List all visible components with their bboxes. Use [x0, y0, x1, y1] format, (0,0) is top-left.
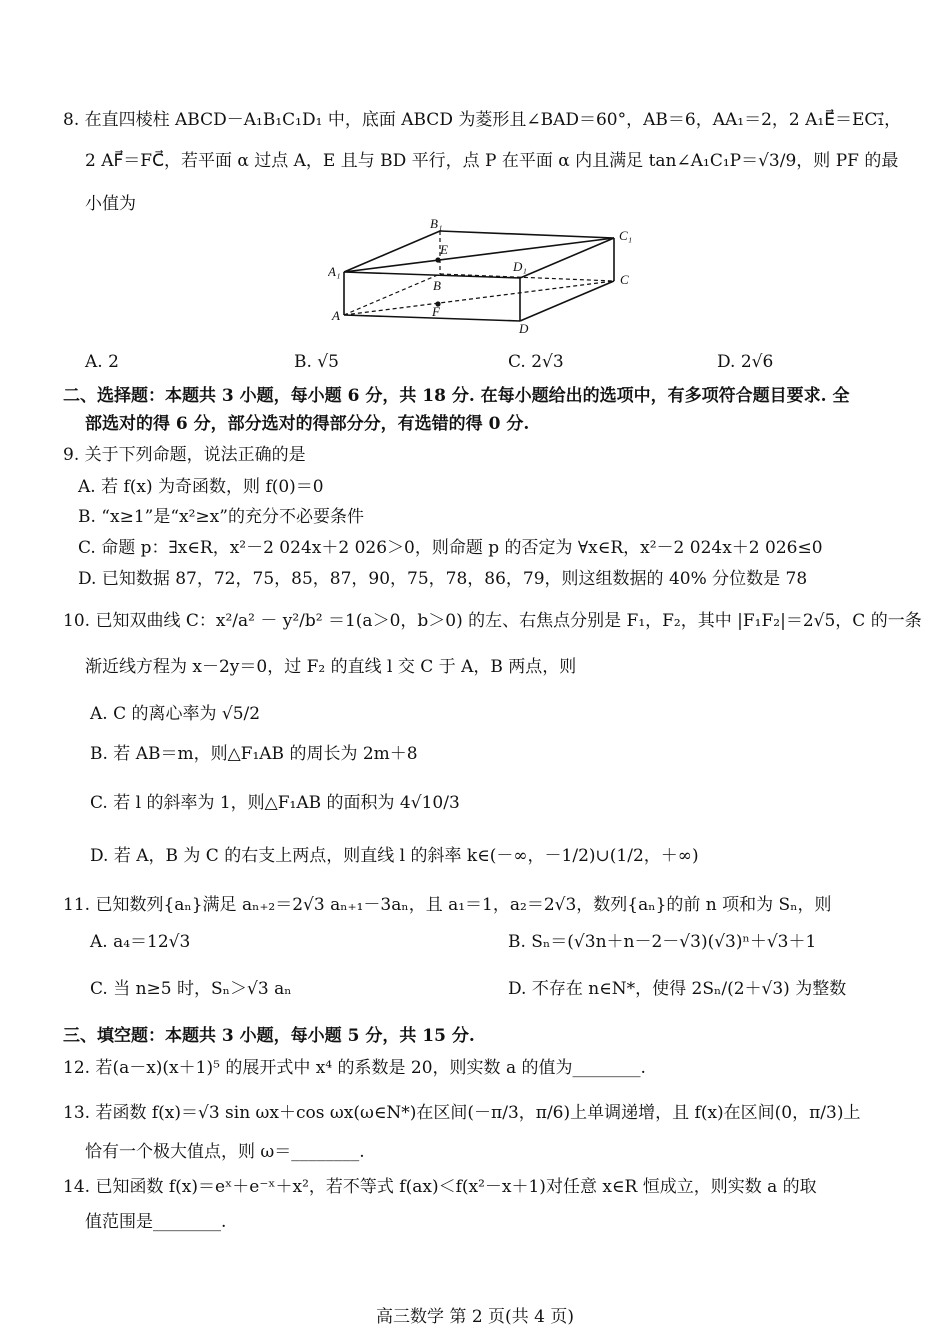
q13-line-2: 恰有一个极大值点，则 ω＝________. [85, 1142, 365, 1162]
q9-option-c: C. 命题 p：∃x∈R，x²－2 024x＋2 026＞0，则命题 p 的否定为 ∀x∈R，x²－2 024x＋2 026≤0 [78, 538, 823, 558]
label-d1: D₁ [513, 259, 527, 274]
label-d: D [519, 321, 529, 336]
q9-option-b: B. “x≥1”是“x²≥x”的充分不必要条件 [78, 507, 364, 527]
label-a: A [332, 308, 340, 323]
q10-line-2: 渐近线方程为 x－2y＝0，过 F₂ 的直线 l 交 C 于 A，B 两点，则 [85, 657, 577, 677]
q8-line-1: 8. 在直四棱柱 ABCD－A₁B₁C₁D₁ 中，底面 ABCD 为菱形且∠BAD＝60°，AB＝6，AA₁＝2，2 A₁E⃗＝EC₁⃗， [63, 110, 902, 130]
label-c1: C₁ [619, 228, 633, 243]
section2-heading-line-2: 部选对的得 6 分，部分选对的得部分分，有选错的得 0 分. [85, 414, 530, 434]
q12-text: 12. 若(a－x)(x＋1)⁵ 的展开式中 x⁴ 的系数是 20，则实数 a 的值为________. [63, 1058, 646, 1078]
edge-b1-c1 [440, 231, 614, 238]
section3-heading: 三、填空题：本题共 3 小题，每小题 5 分，共 15 分. [63, 1026, 475, 1046]
q14-line-2: 值范围是________. [85, 1212, 227, 1232]
q8-option-c: C. 2√3 [508, 352, 564, 372]
page-footer: 高三数学 第 2 页(共 4 页) [376, 1307, 574, 1327]
q11-option-d: D. 不存在 n∈N*，使得 2Sₙ/(2＋√3) 为整数 [508, 979, 847, 999]
q11-option-c: C. 当 n≥5 时，Sₙ＞√3 aₙ [90, 979, 292, 999]
q10-option-b: B. 若 AB＝m，则△F₁AB 的周长为 2m＋8 [90, 744, 418, 764]
q9-option-a: A. 若 f(x) 为奇函数，则 f(0)＝0 [78, 477, 324, 497]
q9-option-d: D. 已知数据 87，72，75，85，87，90，75，78，86，79，则这组数据的 40% 分位数是 78 [78, 569, 808, 589]
q8-option-a: A. 2 [85, 352, 119, 372]
q9-stem: 9. 关于下列命题，说法正确的是 [63, 445, 306, 465]
label-f: F [432, 304, 440, 319]
q8-option-b: B. √5 [294, 352, 339, 372]
q14-line-1: 14. 已知函数 f(x)＝eˣ＋e⁻ˣ＋x²，若不等式 f(ax)＜f(x²－x＋1)对任意 x∈R 恒成立，则实数 a 的取 [63, 1177, 817, 1197]
q11-stem: 11. 已知数列{aₙ}满足 aₙ₊₂＝2√3 aₙ₊₁－3aₙ，且 a₁＝1，a₂＝2√3，数列{aₙ}的前 n 项和为 Sₙ，则 [63, 895, 832, 915]
q11-option-b: B. Sₙ＝(√3n＋n－2－√3)(√3)ⁿ＋√3＋1 [508, 932, 817, 952]
q8-line-3: 小值为 [85, 194, 136, 214]
label-e: E [440, 242, 448, 257]
edge-a1-d1 [344, 272, 520, 278]
q10-option-d: D. 若 A，B 为 C 的右支上两点，则直线 l 的斜率 k∈(－∞，－1/2)∪(1/2，＋∞) [90, 846, 699, 866]
label-b: B [433, 278, 441, 293]
point-e [435, 257, 440, 262]
label-c: C [620, 272, 629, 287]
label-a1: A₁ [328, 264, 341, 279]
section2-heading-line-1: 二、选择题：本题共 3 小题，每小题 6 分，共 18 分. 在每小题给出的选项中，有多项符合题目要求. 全 [63, 386, 850, 406]
label-b1: B₁ [430, 216, 443, 231]
q10-option-a: A. C 的离心率为 √5/2 [90, 704, 261, 724]
q13-line-1: 13. 若函数 f(x)＝√3 sin ωx＋cos ωx(ω∈N*)在区间(－π/3，π/6)上单调递增，且 f(x)在区间(0，π/3)上 [63, 1103, 861, 1123]
edge-a-b-hidden [344, 274, 440, 315]
q10-option-c: C. 若 l 的斜率为 1，则△F₁AB 的面积为 4√10/3 [90, 793, 460, 813]
q8-option-d: D. 2√6 [717, 352, 774, 372]
q8-line-2: 2 AF⃗＝FC⃗，若平面 α 过点 A，E 且与 BD 平行，点 P 在平面 α 内且满足 tan∠A₁C₁P＝√3/9，则 PF 的最 [85, 151, 899, 171]
q10-line-1: 10. 已知双曲线 C：x²/a² － y²/b² ＝1(a＞0，b＞0) 的左、右焦点分别是 F₁，F₂，其中 |F₁F₂|＝2√5，C 的一条 [63, 611, 922, 631]
q11-option-a: A. a₄＝12√3 [90, 932, 191, 952]
prism-diagram [328, 216, 638, 340]
